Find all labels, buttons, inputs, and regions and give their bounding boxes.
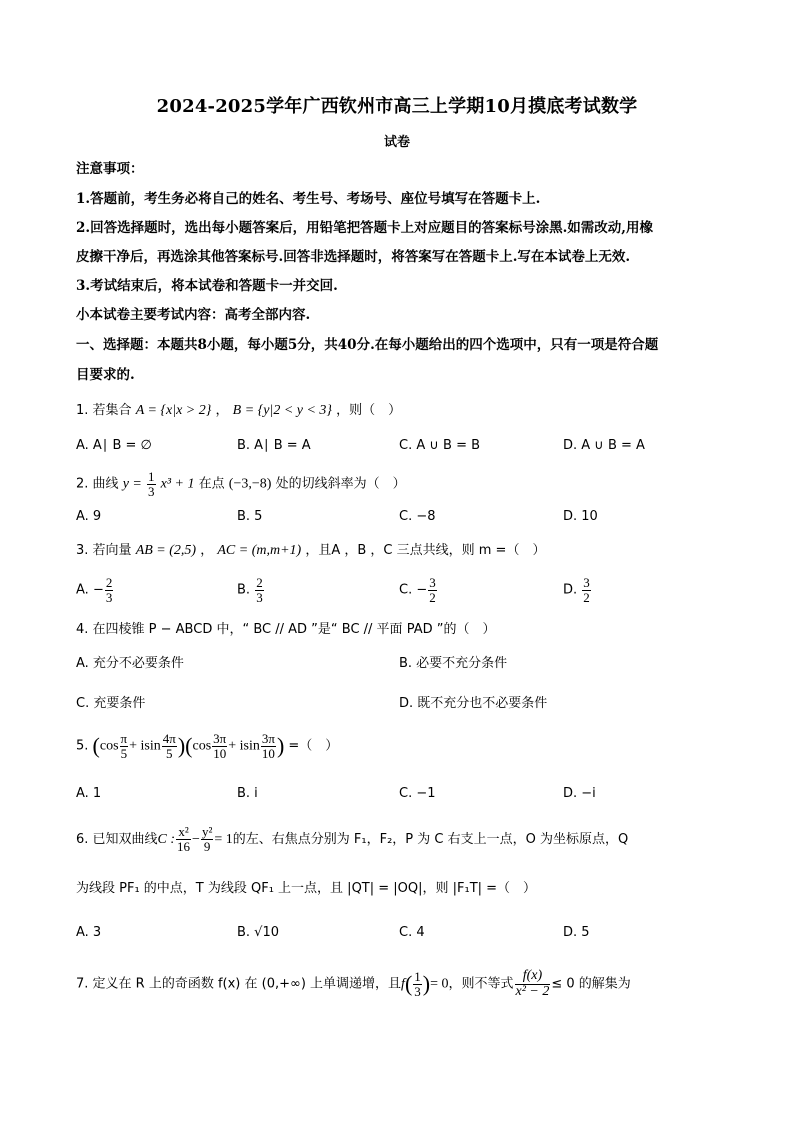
- q1-suffix: ，则（ ）: [336, 403, 402, 418]
- q2-func-lhs: y =: [122, 476, 142, 492]
- q5-p2-d2: 10: [261, 745, 275, 761]
- q3-a-label: A.: [76, 582, 89, 598]
- question-7: [76, 962, 736, 1006]
- q6-options: [76, 925, 726, 945]
- notice-item-2a: 2.回答选择题时，选出每小题答案后，用铅笔把答题卡上对应题目的答案标号涂黑.如需改动,用橡: [76, 220, 653, 236]
- q5-p2-cos: cos: [192, 738, 212, 754]
- q5-p1-frac2: [162, 732, 177, 760]
- q6-y-frac: [201, 825, 213, 853]
- q1-options: [76, 438, 726, 458]
- q5-p2-n1: 3π: [213, 730, 227, 746]
- notice-item-2b: 皮擦干净后，再选涂其他答案标号.回答非选择题时，将答案写在答题卡上.写在本试卷上无效.: [76, 249, 631, 265]
- q6-option-b[interactable]: B. √10: [237, 925, 280, 940]
- q4-options-row-1: [76, 652, 726, 672]
- q1-comma: ，: [215, 403, 229, 418]
- q6-eq: = 1: [214, 832, 233, 847]
- q3-b-den: 3: [256, 589, 263, 605]
- q3-prefix: 3. 若向量: [76, 543, 132, 558]
- q6-prefix: 6. 已知双曲线: [76, 832, 158, 847]
- q7-suffix: ≤ 0 的解集为: [551, 976, 631, 992]
- q6-x-den: 16: [177, 839, 191, 854]
- q7-prefix: 7. 定义在 R 上的奇函数 f(x) 在 (0,+∞) 上单调递增，且: [76, 976, 402, 992]
- q7-paren-close: ): [422, 971, 431, 996]
- q6-option-d[interactable]: D. 5: [563, 925, 590, 940]
- q2-frac-num: 1: [148, 469, 155, 484]
- q5-paren-close-2: ): [276, 733, 285, 758]
- q7-f-frac: [413, 970, 422, 998]
- q4-option-a[interactable]: A. 充分不必要条件: [76, 656, 184, 671]
- section-1-line-1: 一、选择题：本题共8小题，每小题5分，共40分.在每小题给出的四个选项中，只有一项是符合题: [76, 337, 659, 353]
- q5-p2-frac1: [212, 732, 227, 760]
- q3-d-den: 2: [583, 589, 590, 605]
- q3-d-frac: [582, 576, 591, 604]
- q3-a-frac: [105, 576, 114, 604]
- q5-suffix: =（ ）: [288, 738, 339, 754]
- q2-func-rhs: x³ + 1: [160, 476, 195, 492]
- q5-p1-cos: cos: [99, 738, 119, 754]
- q6-minus: −: [192, 832, 200, 847]
- q5-option-b[interactable]: B. i: [237, 786, 258, 801]
- question-6: [76, 820, 726, 860]
- q3-c-label: C.: [399, 582, 413, 598]
- q1-prefix: 1. 若集合: [76, 403, 132, 418]
- question-6-line-2: 为线段 PF₁ 的中点，T 为线段 QF₁ 上一点，且 |QT| = |OQ|，则 |F₁T| =（ ）: [76, 881, 537, 896]
- q3-vector-ac: AC = (m,m+1): [217, 543, 302, 558]
- q3-option-d[interactable]: [563, 576, 592, 604]
- q3-d-num: 3: [583, 575, 590, 590]
- q5-paren-open-1: (: [92, 733, 100, 758]
- q5-p1-frac1: [120, 732, 129, 760]
- q3-option-b[interactable]: [237, 576, 265, 604]
- q2-option-a[interactable]: A. 9: [76, 509, 102, 524]
- q6-y-num: y²: [201, 824, 213, 840]
- question-5: [76, 724, 726, 768]
- q6-x-num: x²: [176, 825, 191, 840]
- q2-prefix: 2. 曲线: [76, 476, 119, 492]
- q7-f-eq: = 0: [430, 976, 449, 992]
- q6-option-a[interactable]: A. 3: [76, 925, 102, 940]
- q5-p1-n1: π: [120, 730, 128, 746]
- q3-c-sign: −: [416, 582, 428, 598]
- q2-suffix: 处的切线斜率为（ ）: [275, 476, 406, 492]
- q6-option-c[interactable]: C. 4: [399, 925, 425, 940]
- question-4: 4. 在四棱锥 P − ABCD 中，“ BC // AD ”是“ BC // 平面 PAD ”的（ ）: [76, 622, 496, 637]
- q7-f-num: 1: [414, 968, 421, 984]
- q5-p2-d1: 10: [213, 745, 227, 761]
- q5-p2-frac2: [261, 732, 276, 760]
- q4-option-b[interactable]: B. 必要不充分条件: [399, 656, 508, 671]
- q3-b-num: 2: [256, 575, 263, 590]
- q2-fraction: [147, 470, 156, 498]
- q5-options: [76, 786, 726, 806]
- q1-set-a: A = {x|x > 2}: [135, 403, 212, 418]
- q5-p2-n2: 3π: [261, 730, 275, 746]
- section-1-line-2: 目要求的.: [76, 367, 135, 383]
- q4-option-c[interactable]: C. 充要条件: [76, 696, 146, 711]
- q3-a-sign: −: [92, 582, 104, 598]
- q6-rest: 的左、右焦点分别为 F₁，F₂，P 为 C 右支上一点，O 为坐标原点，Q: [232, 832, 629, 847]
- notice-item-1: 1.答题前，考生务必将自己的姓名、考生号、考场号、座位号填写在答题卡上.: [76, 191, 541, 207]
- q7-f-den: 3: [414, 983, 421, 999]
- q7-f-label: f: [401, 976, 405, 992]
- q5-label: 5.: [76, 738, 89, 754]
- q5-p1-plus: + isin: [129, 738, 161, 754]
- q4-option-d[interactable]: D. 既不充分也不必要条件: [399, 696, 548, 711]
- q1-set-b: B = {y|2 < y < 3}: [232, 403, 333, 418]
- q2-frac-den: 3: [148, 483, 155, 499]
- q1-option-a[interactable]: A. A∣ B = ∅: [76, 438, 152, 453]
- q5-option-a[interactable]: A. 1: [76, 786, 102, 801]
- q7-i-num: f(x): [515, 969, 551, 985]
- q2-mid: 在点: [198, 476, 225, 492]
- q5-option-c[interactable]: C. −1: [399, 786, 436, 801]
- question-3: [76, 542, 726, 560]
- q3-c-den: 2: [429, 589, 436, 605]
- q2-point: (−3,−8): [228, 476, 272, 492]
- q5-paren-close-1: ): [177, 733, 186, 758]
- q3-sep: ，: [200, 543, 214, 558]
- q4-options-row-2: [76, 692, 726, 712]
- q6-y-den: 9: [203, 839, 211, 854]
- q3-option-a[interactable]: [76, 576, 114, 604]
- q3-b-frac: [255, 576, 264, 604]
- q5-p1-n2: 4π: [162, 730, 176, 746]
- q2-option-c[interactable]: C. −8: [399, 509, 436, 524]
- q3-option-c[interactable]: [399, 576, 438, 604]
- q1-option-c[interactable]: C. A ∪ B = B: [399, 438, 481, 453]
- q2-option-b[interactable]: B. 5: [237, 509, 263, 524]
- q3-c-frac: [428, 576, 437, 604]
- q3-a-num: 2: [105, 575, 113, 590]
- q2-option-d[interactable]: D. 10: [563, 509, 598, 524]
- q7-paren-open: (: [404, 971, 413, 996]
- q7-i-den: x² − 2: [515, 983, 550, 999]
- q3-d-label: D.: [563, 582, 578, 598]
- q6-x-frac: [176, 825, 191, 853]
- q5-p1-d1: 5: [120, 745, 128, 761]
- page-title: 2024-2025学年广西钦州市高三上学期10月摸底考试数学: [156, 96, 638, 117]
- q3-vector-ab: AB = (2,5): [135, 543, 197, 558]
- question-2: [76, 470, 726, 498]
- notice-item-3: 3.考试结束后，将本试卷和答题卡一并交回.: [76, 278, 338, 294]
- notice-item-4: 小本试卷主要考试内容：高考全部内容.: [76, 307, 311, 323]
- q7-mid: ，则不等式: [448, 976, 514, 992]
- q1-option-b[interactable]: B. A∣ B = A: [237, 438, 311, 453]
- q3-suffix: ，且A ，B ，C 三点共线，则 m =（ ）: [305, 543, 546, 558]
- q6-c-label: C :: [157, 832, 176, 847]
- q2-options: [76, 509, 726, 529]
- q7-ineq-frac: [515, 969, 551, 999]
- q3-c-num: 3: [429, 575, 436, 590]
- q5-p1-d2: 5: [166, 745, 173, 761]
- q1-option-d[interactable]: D. A ∪ B = A: [563, 438, 645, 453]
- q3-a-den: 3: [105, 589, 113, 605]
- q3-options: [76, 576, 726, 616]
- q5-option-d[interactable]: D. −i: [563, 786, 596, 801]
- q5-paren-open-2: (: [185, 733, 193, 758]
- q3-b-label: B.: [237, 582, 251, 598]
- question-1: [76, 402, 726, 420]
- notice-heading: 注意事项：: [76, 161, 144, 177]
- q5-p2-plus: + isin: [228, 738, 260, 754]
- page-subtitle: 试卷: [383, 135, 410, 150]
